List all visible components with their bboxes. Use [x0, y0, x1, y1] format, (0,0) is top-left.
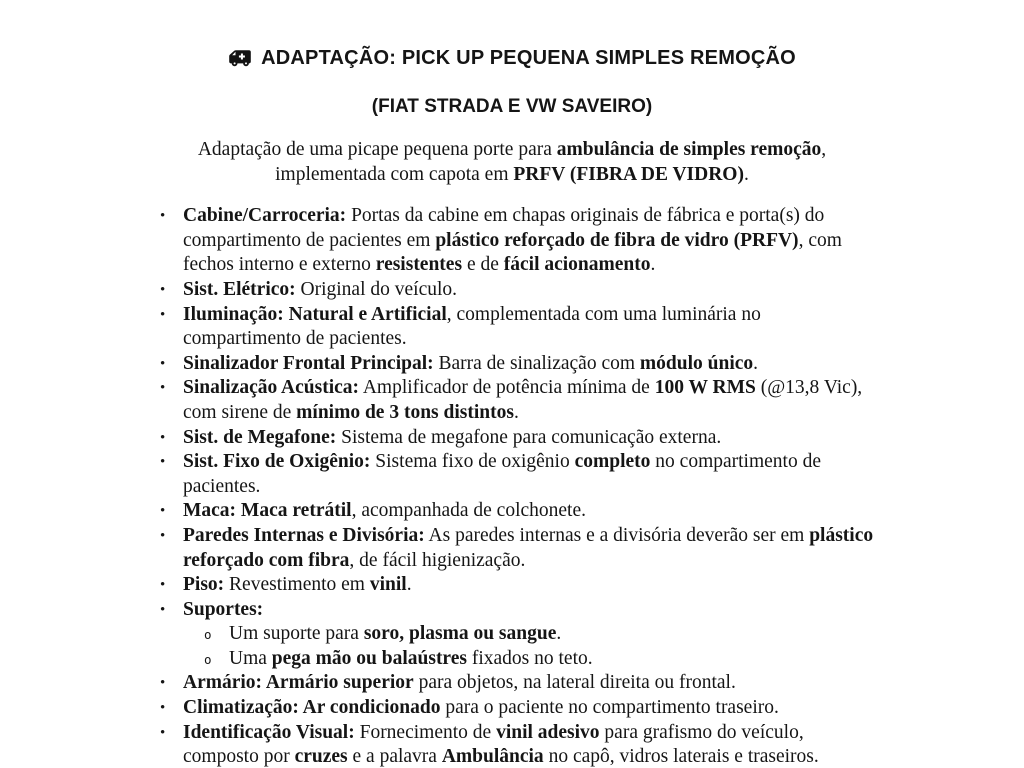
list-item: [141, 303, 883, 352]
spec-list: [141, 204, 883, 768]
list-item-text: [183, 500, 586, 521]
text-segment: , de fácil higienização.: [349, 549, 526, 571]
text-segment: completo: [574, 451, 651, 473]
text-segment: Amplificador de potência mínima de: [359, 377, 655, 399]
list-item-text: [183, 427, 721, 448]
list-item-text: [183, 599, 263, 620]
text-segment: cruzes: [294, 746, 348, 768]
text-segment: Cabine/Carroceria:: [183, 205, 347, 227]
sub-bullet-icon: o: [204, 651, 212, 667]
text-segment: Iluminação: Natural e Artificial: [183, 303, 447, 325]
text-segment: Original do veículo.: [295, 278, 458, 300]
text-segment: Sist. Elétrico:: [183, 278, 296, 300]
text-segment: ambulância de simples remoção: [556, 139, 822, 160]
text-segment: .: [743, 163, 749, 185]
list-item-text: [183, 353, 758, 374]
list-item: [141, 573, 883, 598]
text-segment: , com fechos interno e externo: [183, 229, 842, 276]
text-segment: para grafismo do veículo, composto por: [183, 721, 804, 768]
list-item: [141, 696, 883, 721]
text-segment: para o paciente no compartimento traseiro.: [440, 697, 779, 719]
text-segment: Portas da cabine em chapas originais de fábrica e porta(s) do compartimento de pacientes em: [183, 205, 825, 251]
text-segment: Suportes:: [183, 598, 264, 620]
text-segment: .: [406, 574, 412, 596]
text-segment: Adaptação de uma picape pequena porte para: [197, 139, 557, 160]
text-segment: Piso:: [183, 574, 225, 596]
text-segment: mínimo de 3 tons distintos: [296, 401, 514, 423]
text-segment: fixados no teto.: [466, 647, 593, 669]
title-text: ADAPTAÇÃO: PICK UP PEQUENA SIMPLES REMOÇÃO: [261, 47, 796, 69]
text-segment: .: [753, 352, 759, 374]
bullet-icon: •: [160, 577, 166, 594]
text-segment: 100 W RMS: [654, 377, 756, 399]
list-item-text: [183, 279, 457, 300]
text-segment: , acompanhada de colchonete.: [351, 500, 586, 522]
sub-list-item: [141, 622, 883, 647]
bullet-icon: •: [160, 281, 166, 298]
text-segment: Revestimento em: [224, 574, 370, 596]
text-segment: Maca: Maca retrátil: [183, 500, 352, 522]
ambulance-icon: [228, 49, 252, 73]
list-item-text: [229, 623, 561, 644]
text-segment: .: [513, 401, 519, 423]
list-item: [141, 352, 883, 377]
text-segment: Uma: [229, 647, 272, 669]
bullet-icon: •: [160, 601, 166, 618]
text-segment: Sist. Fixo de Oxigênio:: [183, 451, 371, 473]
list-item-text: [183, 205, 842, 275]
text-segment: plástico reforçado de fibra de vidro (PRFV): [435, 229, 799, 251]
bullet-icon: •: [160, 380, 166, 397]
text-segment: , implementada com capota em: [275, 139, 827, 185]
text-segment: resistentes: [375, 254, 463, 276]
list-item-text: [183, 722, 819, 768]
list-item: [141, 450, 883, 499]
text-segment: Barra de sinalização com: [433, 352, 640, 374]
text-segment: Sinalizador Frontal Principal:: [183, 352, 434, 374]
list-item-text: [183, 697, 779, 718]
bullet-icon: •: [160, 429, 166, 446]
list-item-text: [183, 574, 412, 595]
bullet-icon: •: [160, 675, 166, 692]
text-segment: e de: [462, 254, 504, 276]
text-segment: Identificação Visual:: [183, 721, 355, 743]
text-segment: .: [556, 623, 562, 645]
text-segment: , complementada com uma luminária no compartimento de pacientes.: [183, 303, 761, 350]
text-segment: Climatização: Ar condicionado: [183, 697, 441, 719]
bullet-icon: •: [160, 503, 166, 520]
list-item: [141, 376, 883, 425]
text-segment: Um suporte para: [229, 623, 364, 645]
text-segment: Paredes Internas e Divisória:: [183, 524, 425, 546]
text-segment: vinil adesivo: [496, 721, 600, 743]
text-segment: vinil: [369, 574, 407, 596]
list-item: [141, 204, 883, 278]
text-segment: módulo único: [639, 352, 754, 374]
text-segment: Sistema de megafone para comunicação externa.: [336, 426, 722, 448]
list-item: [141, 278, 883, 303]
text-segment: fácil acionamento: [503, 254, 651, 276]
list-item: [141, 524, 883, 573]
text-segment: Armário: Armário superior: [183, 672, 414, 694]
text-segment: As paredes internas e a divisória deverão ser em: [424, 524, 810, 546]
text-segment: e a palavra: [347, 746, 442, 768]
text-segment: Fornecimento de: [354, 721, 497, 743]
text-segment: pega mão ou balaústres: [271, 647, 467, 669]
document-title: [0, 0, 1024, 73]
list-item: [141, 426, 883, 451]
text-segment: Sist. de Megafone:: [183, 426, 337, 448]
bullet-icon: •: [160, 454, 166, 471]
list-item-text: [183, 672, 736, 693]
sub-bullet-icon: o: [204, 627, 212, 643]
list-item: [141, 499, 883, 524]
list-item-text: [183, 451, 821, 497]
text-segment: para objetos, na lateral direita ou frontal.: [413, 672, 736, 694]
list-item-text: [229, 648, 593, 669]
text-segment: .: [650, 254, 656, 276]
text-segment: plástico reforçado com fibra: [183, 524, 874, 571]
list-item: [141, 721, 883, 768]
text-segment: no compartimento de pacientes.: [183, 451, 821, 497]
sub-list-item: [141, 647, 883, 672]
text-segment: (@13,8 Vic), com sirene de: [183, 377, 863, 423]
document-subtitle: (FIAT STRADA E VW SAVEIRO): [371, 96, 653, 117]
list-item-text: [183, 525, 873, 571]
bullet-icon: •: [160, 355, 166, 372]
list-item: [141, 598, 883, 623]
bullet-icon: •: [160, 724, 166, 741]
bullet-icon: •: [160, 306, 166, 323]
list-item-text: [183, 377, 862, 423]
text-segment: Ambulância: [441, 746, 544, 768]
text-segment: soro, plasma ou sangue: [363, 623, 557, 645]
text-segment: PRFV (FIBRA DE VIDRO): [513, 163, 744, 185]
bullet-icon: •: [160, 700, 166, 717]
intro-paragraph: [141, 138, 883, 187]
text-segment: Sistema fixo de oxigênio: [370, 451, 575, 473]
list-item: [141, 671, 883, 696]
text-segment: Sinalização Acústica:: [183, 377, 360, 399]
text-segment: no capô, vidros laterais e traseiros.: [543, 746, 819, 768]
bullet-icon: •: [160, 208, 166, 225]
bullet-icon: •: [160, 527, 166, 544]
list-item-text: [183, 304, 761, 350]
